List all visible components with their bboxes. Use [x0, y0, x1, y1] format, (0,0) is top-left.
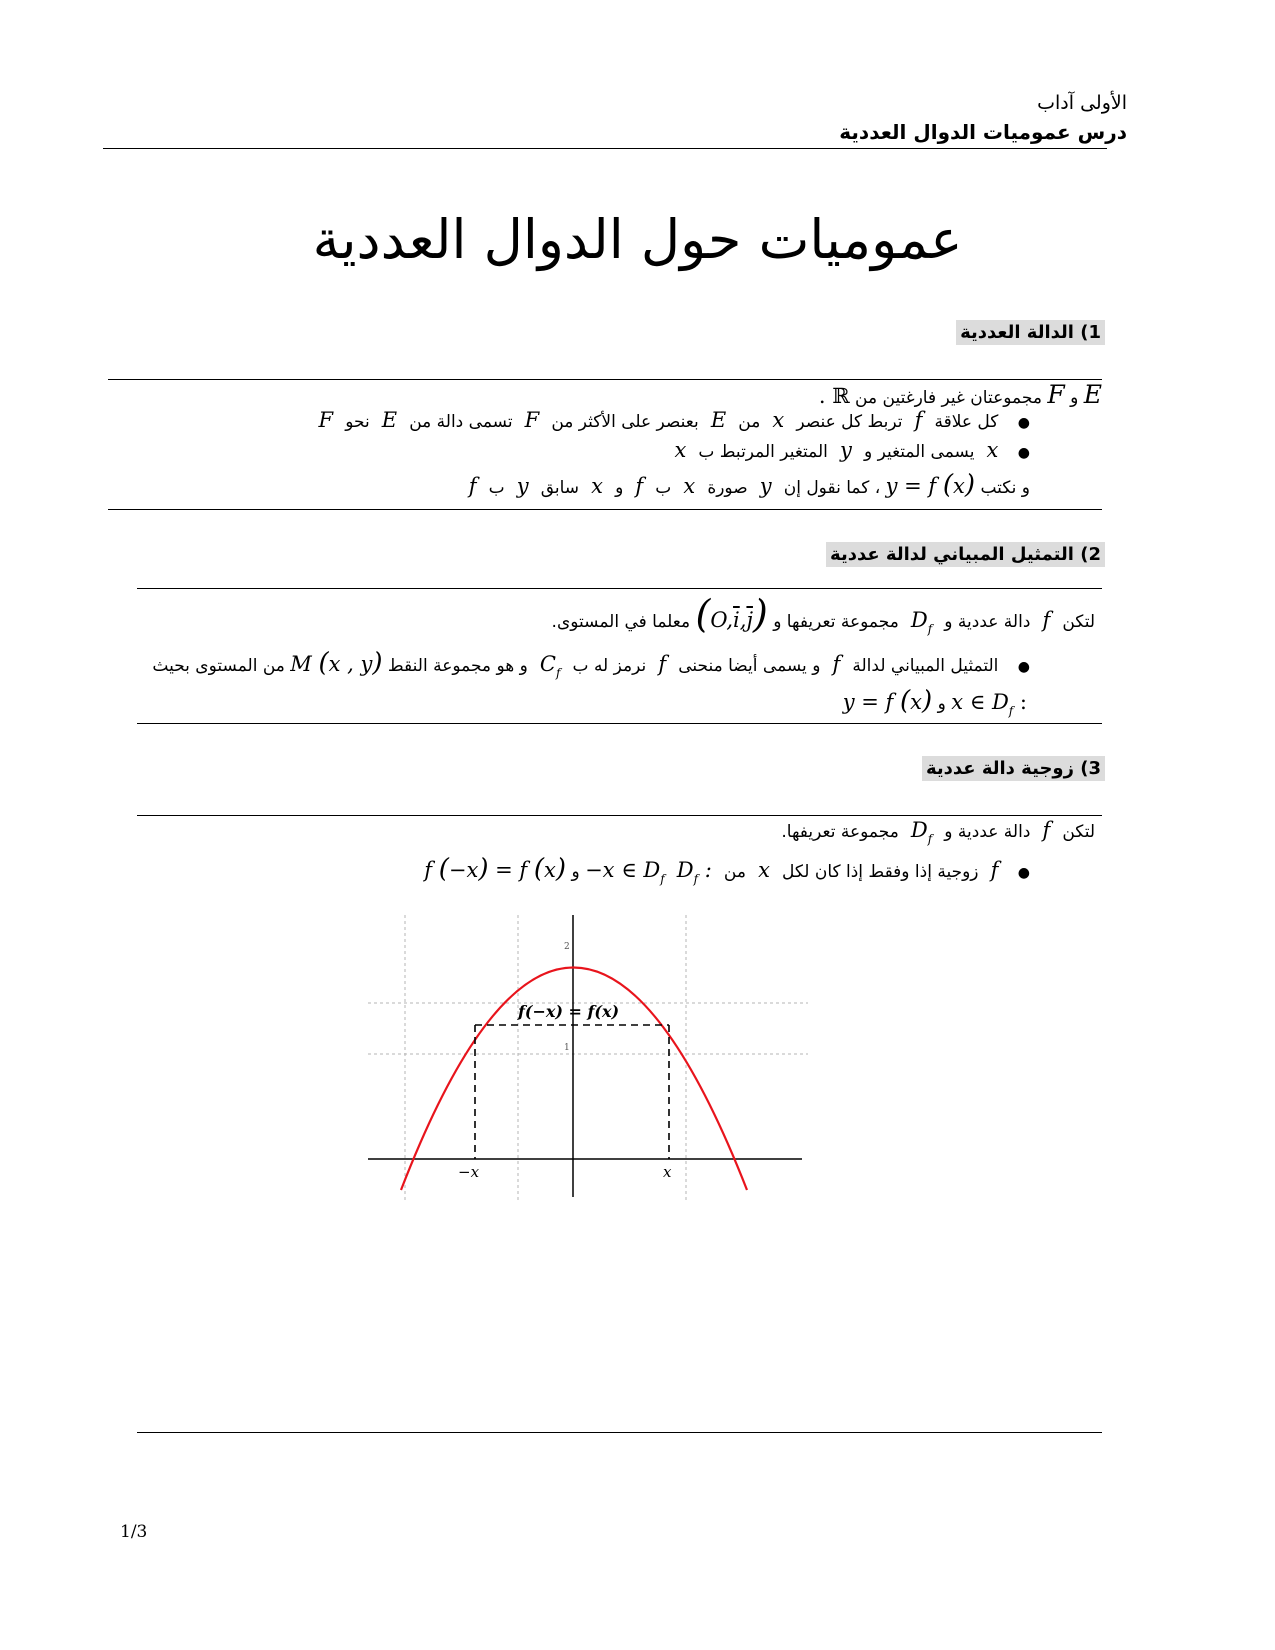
section-1-line-3: ● x يسمى المتغير و y المتغير المرتبط ب x: [674, 438, 1030, 462]
math-F: F: [1047, 380, 1065, 409]
section-3-line-2: ● f زوجية إذا وفقط إذا كان لكل x من $D_f$ : −x ∈ $D_f$ و f (−x) = f (x): [424, 854, 1030, 886]
section-3-line-1: لتكن f دالة عددية و $D_f$ مجموعة تعريفها.: [781, 818, 1095, 846]
label-x: x: [663, 1163, 672, 1181]
dashed-guides: [475, 1025, 669, 1159]
section-2-bottom-rule: [137, 723, 1102, 724]
formula-M-xy: M (x , y): [290, 648, 383, 678]
section-1-bottom-rule: [108, 509, 1102, 510]
tick-label-1: 1: [564, 1043, 570, 1053]
section-3-top-rule: [137, 815, 1102, 816]
lesson-name: درس عموميات الدوال العددية: [839, 120, 1127, 144]
formula-frame: $(O,\overline{i},\overline{j})$: [695, 592, 768, 636]
section-2-line-2: ● التمثيل المبياني لدالة f و يسمى أيضا منحنى f نرمز له ب $C_f$ و هو مجموعة النقط M (x , y) من المستوى بحيث: [152, 648, 1030, 680]
math-E: E: [1083, 380, 1102, 409]
tick-label-2: 2: [564, 942, 570, 952]
section-1-line-1: E و F مجموعتان غير فارغتين من ℝ .: [818, 380, 1102, 409]
formula-Df-colon: $D_f$ :: [670, 858, 719, 886]
section-2-line-1: لتكن f دالة عددية و $D_f$ مجموعة تعريفها و $(O,\overline{i},\overline{j})$ معلما في المستوى.: [551, 592, 1095, 636]
section-1-heading: 1) الدالة العددية: [956, 320, 1105, 345]
label-neg-x: −x: [458, 1163, 480, 1181]
section-2-top-rule: [137, 588, 1102, 589]
math-R: ℝ .: [818, 384, 850, 408]
grid: [368, 915, 808, 1200]
page-title: عموميات حول الدوال العددية: [312, 208, 963, 271]
even-function-graph: [368, 915, 808, 1200]
formula-even: f (−x) = f (x): [424, 854, 567, 884]
bullet: ●: [1017, 415, 1030, 431]
section-1-line-2: ● كل علاقة f تربط كل عنصر x من E بعنصر على الأكثر من F تسمى دالة من E نحو F: [318, 408, 1030, 432]
bullet: ●: [1017, 659, 1030, 675]
formula-y-eq-fx-2: y = f (x): [842, 686, 933, 716]
header-divider: [103, 148, 1107, 149]
formula-y-eq-fx: y = f (x): [885, 470, 976, 500]
bullet: ●: [1017, 865, 1030, 881]
section-2-line-3: : x ∈ $D_f$ و y = f (x): [842, 686, 1027, 718]
bullet: ●: [1017, 445, 1030, 461]
formula-neg-x-in-Df: −x ∈ $D_f$: [585, 858, 665, 886]
parabola-curve: [401, 968, 747, 1191]
formula-x-in-Df: x ∈ $D_f$: [951, 690, 1014, 718]
section-2-heading: 2) التمثيل المبياني لدالة عددية: [826, 542, 1105, 567]
page-number: 1/3: [120, 1522, 148, 1542]
class-level: الأولى آداب: [1037, 92, 1127, 114]
footer-rule: [137, 1432, 1102, 1433]
even-equation-label: f(−x) = f(x): [518, 1002, 620, 1021]
section-1-line-4: و نكتب y = f (x) ، كما نقول إن y صورة x ب f و x سابق y ب f: [468, 470, 1030, 500]
section-3-heading: 3) زوجية دالة عددية: [922, 756, 1105, 781]
